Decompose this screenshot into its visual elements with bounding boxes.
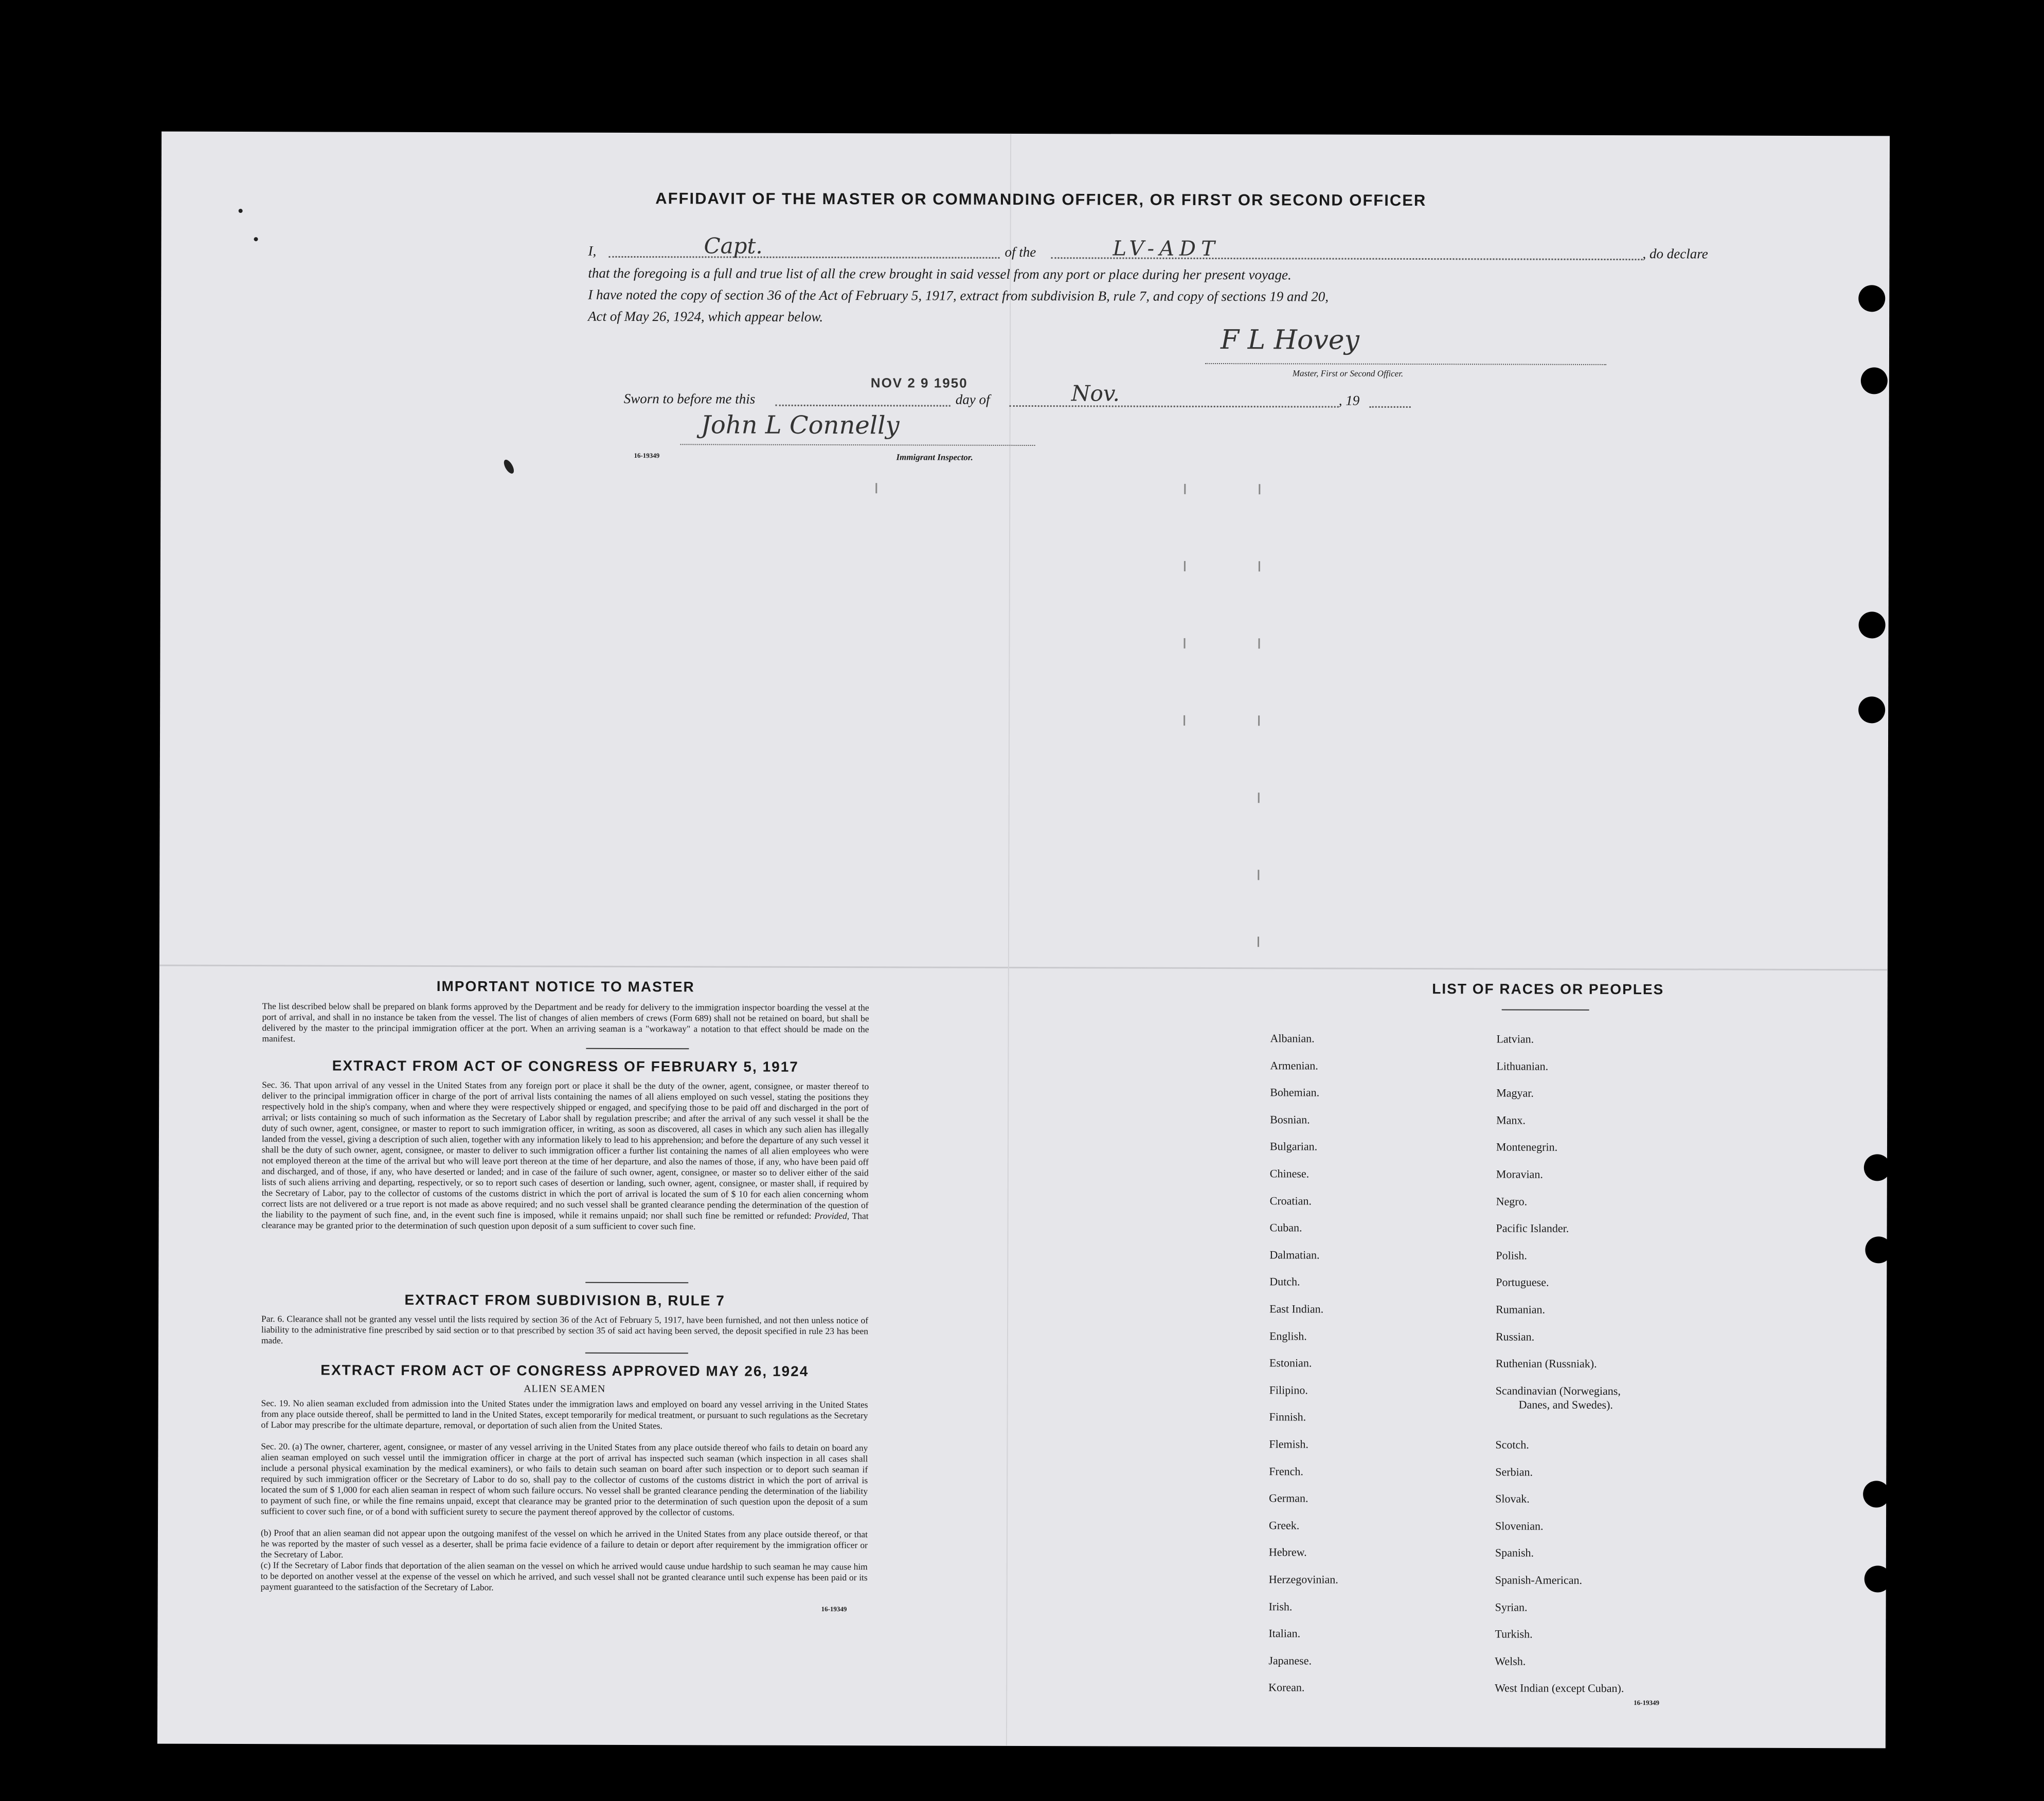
race-item: English. [1269, 1329, 1307, 1343]
tick-mark [1258, 638, 1260, 649]
date-stamp: NOV 2 9 1950 [870, 375, 968, 391]
race-item: Dalmatian. [1269, 1248, 1320, 1262]
race-item-continuation: Danes, and Swedes). [1518, 1398, 1613, 1412]
race-item: German. [1269, 1491, 1308, 1505]
race-item: Welsh. [1495, 1654, 1526, 1668]
race-item: Bosnian. [1270, 1113, 1310, 1126]
extract-1917-title: EXTRACT FROM ACT OF CONGRESS OF FEBRUARY 5, 1917 [332, 1057, 799, 1075]
notice-title: IMPORTANT NOTICE TO MASTER [436, 978, 695, 995]
speck [502, 458, 516, 475]
sworn-label: Sworn to before me this [623, 390, 756, 407]
tick-mark [1258, 870, 1259, 880]
race-item: Manx. [1496, 1113, 1526, 1127]
race-item: Serbian. [1495, 1465, 1533, 1479]
race-item: Russian. [1495, 1329, 1535, 1343]
race-item: Cuban. [1269, 1221, 1302, 1234]
affidavit-line-3: I have noted the copy of section 36 of the Act of February 5, 1917, extract from subdivision B, rule 7, and copy of sections 19 and 20, [588, 286, 1329, 304]
speck [254, 237, 258, 241]
race-item: Polish. [1496, 1249, 1527, 1262]
affidavit-title: AFFIDAVIT OF THE MASTER OR COMMANDING OFFICER, OR FIRST OR SECOND OFFICER [655, 189, 1427, 210]
form-number: 16-19349 [1634, 1699, 1659, 1707]
year-line [1370, 406, 1411, 408]
race-item: Montenegrin. [1496, 1140, 1558, 1154]
of-the-label: of the [1005, 244, 1036, 260]
affidavit-line-2: that the foregoing is a full and true list of all the crew brought in said vessel from any port or place during her present voyage. [588, 265, 1292, 283]
race-item: Japanese. [1268, 1654, 1312, 1667]
captain-name: Capt. [704, 233, 763, 259]
affidavit-line-4: Act of May 26, 1924, which appear below. [588, 308, 823, 325]
master-signature-line [1205, 363, 1606, 365]
race-item: Lithuanian. [1496, 1059, 1549, 1073]
extract-1917-text: Sec. 36. That upon arrival of any vessel in the United States from any foreign port or place it shall be the duty of the owner, agent, consignee, or master thereof to deliver to the principal immigration officer in charge of the port of arrival lists containing the names of all aliens employed on such vessel, stating the positions they respectively hold in the ship's company, when and where they were respectively shipped or engaged, and specifying those to be paid off and discharged in the port of arrival; or lists containing so much of such information as the Secretary of Labor shall by regulation prescribe; and after the arrival of any such vessel it shall be the duty of such owner, agent, consignee, or master to report to such immigration officer, in writing, as soon as discovered, all cases in which any such alien has illegally landed from the vessel, giving a description of such alien, together with any information likely to lead to his apprehension; and before the departure of any such vessel it shall be the duty of such owner, agent, consignee, or master to deliver to such immigration officer a further list containing the names of all alien employees who were not employed thereon at the time of the arrival but who will leave port thereon at the time of her departure, and also the names of those, if any, who have been paid off and discharged, and of those, if any, who have deserted or landed; and in case of the failure of such owner, agent, consignee, or master so to deliver either of the said lists of such aliens arriving and departing, respectively, or so to report such cases of desertion or landing, such owner, agent, consignee, or master shall, if required by the Secretary of Labor, pay to the collector of customs of the customs district in which the port of arrival is located the sum of $ 10 for each alien concerning whom correct lists are not delivered or a true report is not made as above required; and no such vessel shall be granted clearance pending the determination of the question of the liability to the payment of such fine, and, in the event such fine is imposed, while it remains unpaid; nor shall such fine be remitted or refunded: [261, 1079, 869, 1221]
rule-7-title: EXTRACT FROM SUBDIVISION B, RULE 7 [404, 1291, 725, 1309]
document-sheet [157, 132, 1890, 1749]
vessel-name: LV-ADT [1113, 237, 1220, 261]
race-item: Portuguese. [1496, 1275, 1549, 1289]
punch-hole [1863, 1481, 1890, 1507]
race-item: Croatian. [1269, 1194, 1312, 1208]
provided-word: Provided, [814, 1210, 850, 1221]
alien-seamen-subtitle: ALIEN SEAMEN [524, 1383, 606, 1395]
punch-hole [1858, 285, 1885, 312]
tick-mark [1184, 484, 1186, 494]
race-item: Dutch. [1269, 1275, 1300, 1288]
race-item: Magyar. [1496, 1086, 1534, 1100]
speck [239, 209, 243, 213]
race-item: Chinese. [1269, 1167, 1310, 1180]
races-title: LIST OF RACES OR PEOPLES [1432, 981, 1664, 998]
tick-mark [1259, 484, 1260, 494]
race-item: Slovak. [1495, 1492, 1530, 1505]
race-item: Rumanian. [1496, 1303, 1546, 1316]
master-caption: Master, First or Second Officer. [1292, 368, 1404, 379]
race-item: Spanish-American. [1495, 1573, 1583, 1587]
punch-hole [1861, 367, 1888, 394]
extract-1917-body [262, 1079, 869, 1232]
tick-mark [875, 483, 877, 493]
vertical-fold-line [1006, 134, 1011, 1746]
inspector-signature: John L Connelly [701, 410, 900, 440]
race-item: Spanish. [1495, 1546, 1534, 1559]
tick-mark [1259, 561, 1260, 571]
race-item: Slovenian. [1495, 1519, 1544, 1533]
tick-mark [1258, 715, 1260, 726]
punch-hole [1858, 696, 1885, 723]
name-underline [608, 256, 999, 259]
master-signature: F L Hovey [1220, 324, 1359, 356]
race-item: Syrian. [1495, 1600, 1528, 1614]
race-item: West Indian (except Cuban). [1495, 1681, 1624, 1695]
race-item: Scotch. [1495, 1438, 1529, 1451]
race-item: Estonian. [1269, 1356, 1312, 1370]
tick-mark [1184, 715, 1185, 726]
race-item: Irish. [1268, 1599, 1293, 1613]
inspector-caption: Immigrant Inspector. [896, 452, 973, 462]
race-item: Latvian. [1496, 1032, 1534, 1046]
race-item: East Indian. [1269, 1302, 1324, 1316]
punch-hole [1864, 1154, 1891, 1181]
rule-7-body: Par. 6. Clearance shall not be granted any vessel until the lists required by section 36 of the Act of February 5, 1917, have been furnished, and not then unless notice of liability to the administrative fine prescribed by said section or to that prescribed by section 35 of said act having been served, the deposit specified in rule 23 has been made. [261, 1313, 869, 1346]
tick-mark [1184, 638, 1185, 649]
month-line [1010, 405, 1339, 408]
race-item: Negro. [1496, 1195, 1528, 1208]
divider [585, 1282, 688, 1284]
year-prefix: , 19 [1338, 392, 1360, 408]
punch-hole [1865, 1236, 1892, 1263]
race-item: Albanian. [1270, 1032, 1315, 1045]
sec-20c: (c) If the Secretary of Labor finds that deportation of the alien seaman on the vessel on which he arrived would cause undue hardship to such seaman he may cause him to be deported on another vessel at the expense of the vessel on which he arrived, and such vessel shall not be granted clearance until such expense has been paid or its payment guaranteed to the satisfaction of the Secretary of Labor. [260, 1560, 868, 1593]
race-item: Ruthenian (Russniak). [1495, 1357, 1597, 1371]
race-item: Flemish. [1269, 1437, 1308, 1451]
affidavit-i: I, [588, 243, 597, 259]
divider [586, 1048, 689, 1050]
tick-mark [1184, 561, 1186, 571]
race-item: French. [1269, 1464, 1303, 1478]
extract-1924-title: EXTRACT FROM ACT OF CONGRESS APPROVED MAY 26, 1924 [320, 1362, 809, 1379]
sworn-date-line [776, 405, 951, 407]
punch-hole [1859, 611, 1886, 638]
sec-20a: Sec. 20. (a) The owner, charterer, agent, consignee, or master of any vessel arriving in the United States from any place outside thereof who fails to detain on board any alien seaman employed on such vessel until the immigration officer in charge at the port of arrival has inspected such seaman (which inspection in all cases shall include a personal physical examination by the medical examiners), or who fails to detain such seaman on board after such inspection or to deport such seaman if required by such immigration officer or the Secretary of Labor to do so, shall pay to the collector of customs of the customs district in which the port of arrival is located the sum of $ 1,000 for each alien seaman in respect of whom such failure occurs. No vessel shall be granted clearance pending the determination of the liability to payment of such fine, or while the fine remains unpaid, except that clearance may be granted prior to the determination of such question upon the deposit of a sum sufficient to cover such fine, or of a bond with sufficient surety to secure the payment thereof approved by the collector of customs. [261, 1441, 868, 1518]
sec-19: Sec. 19. No alien seaman excluded from admission into the United States under the immigration laws and employed on board any vessel arriving in the United States from any place outside thereof, shall be permitted to land in the United States, except temporarily for medical treatment, or pursuant to such regulations as the Secretary of Labor may prescribe for the ultimate departure, removal, or deportation of such alien from the United States. [261, 1398, 868, 1431]
race-item: Italian. [1268, 1627, 1301, 1640]
race-item: Bulgarian. [1269, 1140, 1318, 1153]
race-item: Korean. [1268, 1681, 1305, 1694]
month-value: Nov. [1071, 381, 1120, 406]
tick-mark [1258, 936, 1259, 947]
punch-hole [1864, 1565, 1891, 1592]
fold-line [159, 965, 1888, 971]
do-declare-label: , do declare [1642, 246, 1708, 262]
race-item: Finnish. [1269, 1410, 1306, 1424]
day-of-label: day of [955, 391, 990, 407]
form-number: 16-19349 [821, 1605, 847, 1613]
race-item: Turkish. [1495, 1627, 1533, 1641]
proviso-text: That clearance may be granted prior to the determination of such question upon deposit of a sum sufficient to cover such fine. [261, 1211, 869, 1232]
sec-20b: (b) Proof that an alien seaman did not appear upon the outgoing manifest of the vessel on which he arrived in the United States from any place outside thereof, or that he was reported by the master of such vessel as a deserter, shall be prima facie evidence of a failure to detain or deport after requirement by the immigration officer or the Secretary of Labor. [260, 1527, 868, 1560]
race-item: Bohemian. [1270, 1086, 1320, 1099]
divider [585, 1353, 688, 1354]
notice-body: The list described below shall be prepared on blank forms approved by the Department and be ready for delivery to the immigration inspector boarding the vessel at the port of arrival, and shall in no instance be taken from the vessel. The list of changes of alien members of crews (Form 689) shall not be retained on board, but shall be delivered by the master to the principal immigration officer at the port. When an arriving seaman is a "workaway" a notation to that effect should be made on the manifest. [262, 1001, 869, 1044]
race-item: Greek. [1268, 1519, 1300, 1532]
inspector-signature-line [680, 444, 1035, 446]
race-item: Hebrew. [1268, 1545, 1307, 1559]
race-item: Pacific Islander. [1496, 1221, 1569, 1235]
race-item: Scandinavian (Norwegians, [1495, 1384, 1621, 1397]
form-number: 16-19349 [634, 452, 660, 460]
divider [1502, 1009, 1589, 1010]
race-item: Herzegovinian. [1268, 1573, 1338, 1586]
race-item: Armenian. [1270, 1058, 1318, 1072]
race-item: Moravian. [1496, 1167, 1543, 1181]
tick-mark [1258, 793, 1260, 803]
race-item: Filipino. [1269, 1383, 1308, 1397]
